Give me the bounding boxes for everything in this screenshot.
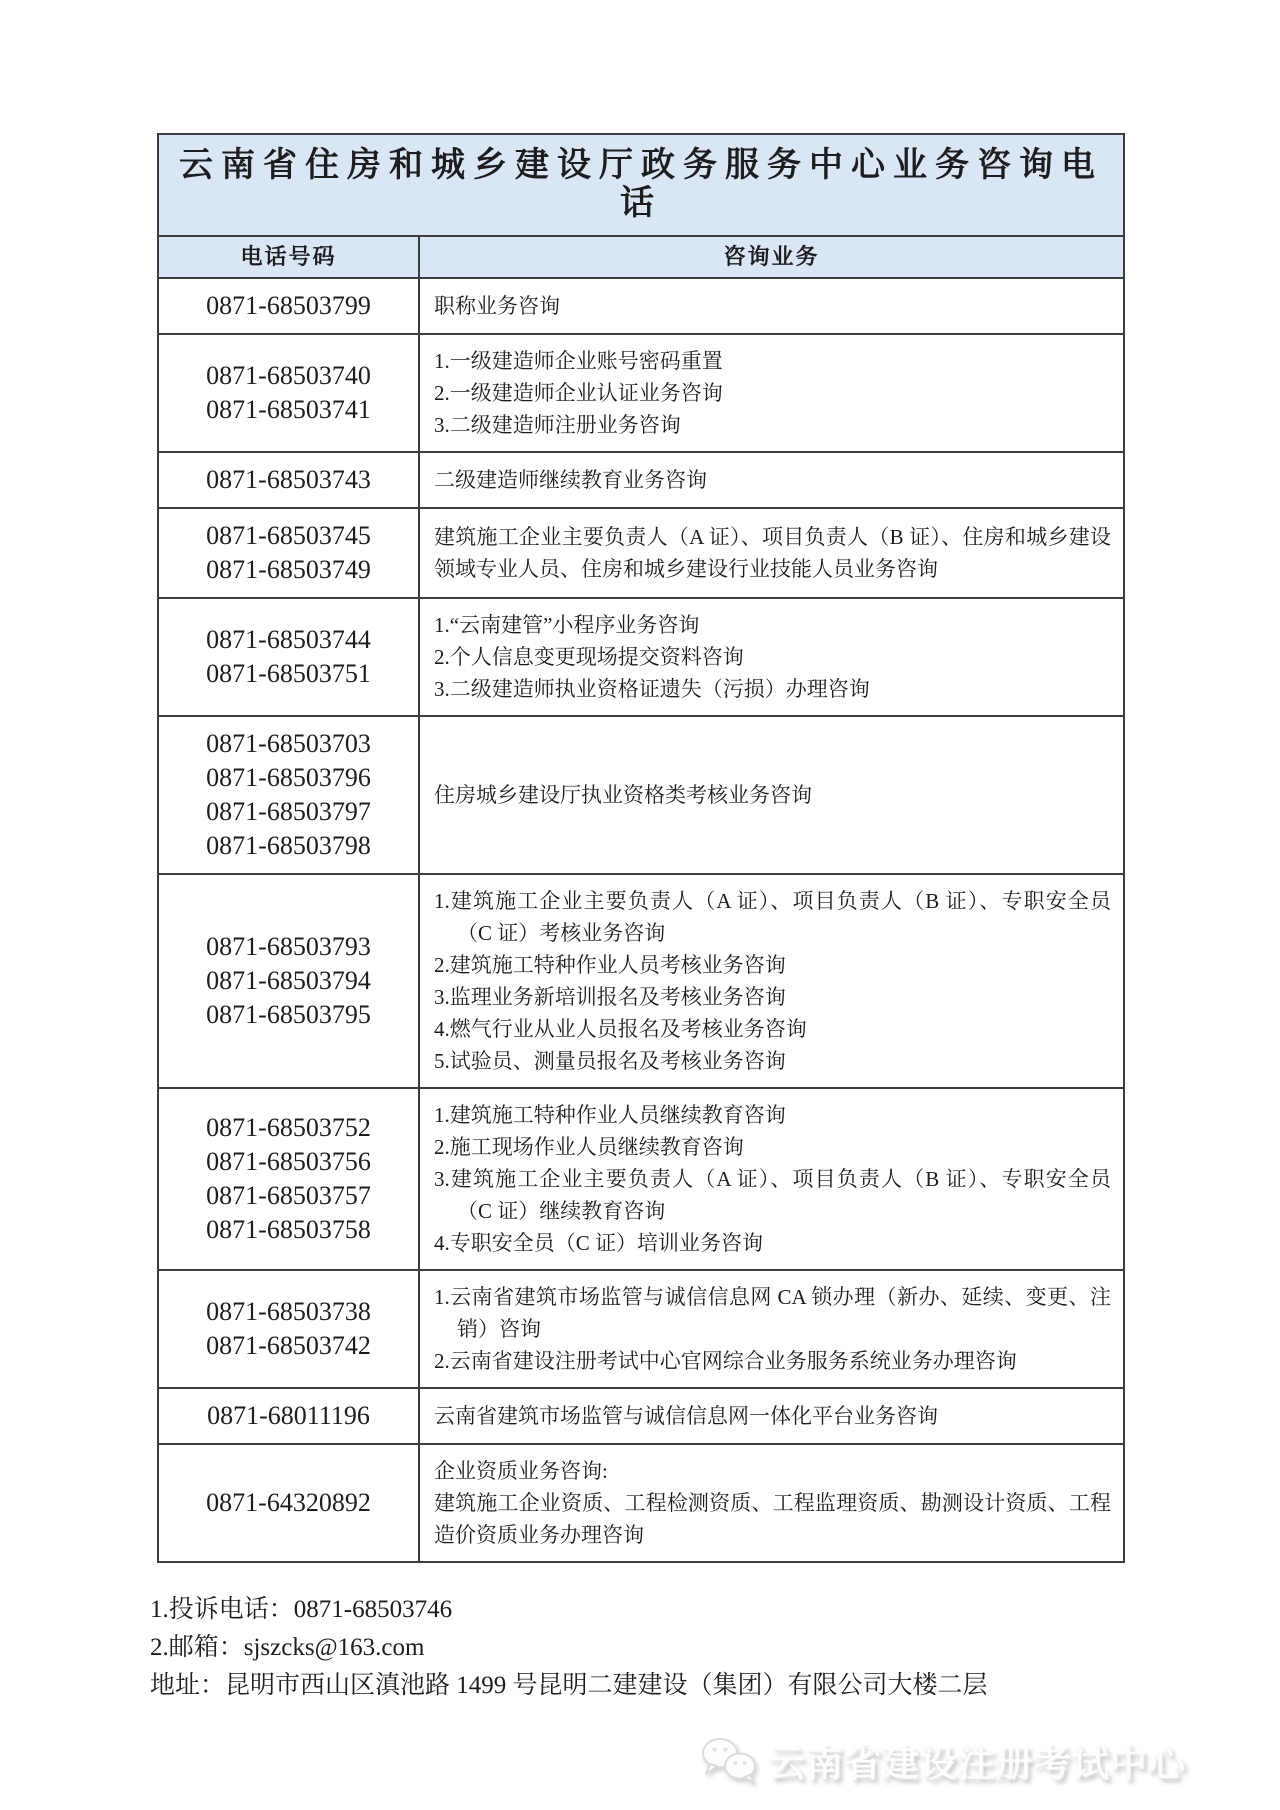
phone-number: 0871-68503745 xyxy=(206,521,371,550)
table-title: 云南省住房和城乡建设厅政务服务中心业务咨询电话 xyxy=(158,134,1124,236)
service-cell xyxy=(419,716,1124,874)
phone-number: 0871-64320892 xyxy=(206,1488,371,1517)
table-row xyxy=(158,598,1124,716)
service-item: 5.试验员、测量员报名及考核业务咨询 xyxy=(434,1049,786,1073)
service-item: 3.建筑施工企业主要负责人（A 证）、项目负责人（B 证）、专职安全员（C 证）继续教育咨询 xyxy=(434,1167,1111,1223)
column-header-row xyxy=(158,236,1124,278)
phone-number: 0871-68503752 xyxy=(206,1113,371,1142)
phone-cell xyxy=(158,716,419,874)
phone-number: 0871-68011196 xyxy=(207,1401,370,1430)
phone-cell xyxy=(158,1388,419,1444)
phone-cell xyxy=(158,334,419,452)
phone-number: 0871-68503793 xyxy=(206,932,371,961)
phone-cell xyxy=(158,452,419,508)
wechat-icon xyxy=(698,1733,760,1787)
phone-number: 0871-68503738 xyxy=(206,1297,371,1326)
table-row xyxy=(158,1388,1124,1444)
watermark-label: 云南省建设注册考试中心 xyxy=(768,1743,1186,1784)
service-item: 3.二级建造师注册业务咨询 xyxy=(434,413,681,437)
service-cell xyxy=(419,334,1124,452)
phone-number: 0871-68503703 xyxy=(206,729,371,758)
service-item: 3.监理业务新培训报名及考核业务咨询 xyxy=(434,985,786,1009)
service-item: 1.建筑施工企业主要负责人（A 证）、项目负责人（B 证）、专职安全员（C 证）考核业务咨询 xyxy=(434,889,1111,945)
table-row xyxy=(158,278,1124,334)
footer-notes xyxy=(150,1591,1280,1705)
service-item: 3.二级建造师执业资格证遗失（污损）办理咨询 xyxy=(434,677,870,701)
service-cell xyxy=(419,1388,1124,1444)
service-cell xyxy=(419,1444,1124,1562)
service-item: 2.施工现场作业人员继续教育咨询 xyxy=(434,1135,744,1159)
phone-number: 0871-68503795 xyxy=(206,1000,371,1029)
phone-number: 0871-68503756 xyxy=(206,1147,371,1176)
phone-cell xyxy=(158,508,419,598)
phone-number: 0871-68503742 xyxy=(206,1331,371,1360)
phone-number: 0871-68503741 xyxy=(206,395,371,424)
table-body xyxy=(158,278,1124,1562)
table-row xyxy=(158,508,1124,598)
phone-number: 0871-68503740 xyxy=(206,361,371,390)
phone-number: 0871-68503743 xyxy=(206,465,371,494)
service-item: 住房城乡建设厅执业资格类考核业务咨询 xyxy=(434,783,812,807)
service-item: 职称业务咨询 xyxy=(434,294,560,318)
phone-number: 0871-68503749 xyxy=(206,555,371,584)
service-item: 2.建筑施工特种作业人员考核业务咨询 xyxy=(434,953,786,977)
service-item: 2.云南省建设注册考试中心官网综合业务服务系统业务办理咨询 xyxy=(434,1349,1017,1373)
table-row xyxy=(158,716,1124,874)
service-item: 4.燃气行业从业人员报名及考核业务咨询 xyxy=(434,1017,807,1041)
table-row xyxy=(158,1444,1124,1562)
service-item: 1.一级建造师企业账号密码重置 xyxy=(434,349,723,373)
service-item: 1.建筑施工特种作业人员继续教育咨询 xyxy=(434,1103,786,1127)
phone-cell xyxy=(158,1270,419,1388)
email-note: 2.邮箱：sjszcks@163.com xyxy=(150,1634,425,1661)
title-row xyxy=(158,134,1124,236)
service-cell xyxy=(419,1088,1124,1270)
service-cell xyxy=(419,278,1124,334)
service-item: 企业资质业务咨询: xyxy=(434,1459,608,1483)
service-item: 2.一级建造师企业认证业务咨询 xyxy=(434,381,723,405)
table-row xyxy=(158,1088,1124,1270)
phone-number: 0871-68503797 xyxy=(206,797,371,826)
service-item: 4.专职安全员（C 证）培训业务咨询 xyxy=(434,1231,764,1255)
service-cell xyxy=(419,508,1124,598)
address-note: 地址：昆明市西山区滇池路 1499 号昆明二建建设（集团）有限公司大楼二层 xyxy=(150,1672,988,1699)
phone-number: 0871-68503751 xyxy=(206,659,371,688)
service-cell xyxy=(419,1270,1124,1388)
service-cell xyxy=(419,598,1124,716)
service-item: 建筑施工企业资质、工程检测资质、工程监理资质、勘测设计资质、工程造价资质业务办理咨询 xyxy=(434,1491,1111,1547)
table-row xyxy=(158,334,1124,452)
complaint-phone-note: 1.投诉电话：0871-68503746 xyxy=(150,1596,453,1623)
service-item: 2.个人信息变更现场提交资料咨询 xyxy=(434,645,744,669)
phone-number: 0871-68503798 xyxy=(206,831,371,860)
phone-number: 0871-68503757 xyxy=(206,1181,371,1210)
service-cell xyxy=(419,874,1124,1088)
phone-number: 0871-68503794 xyxy=(206,966,371,995)
phone-cell xyxy=(158,1088,419,1270)
phone-cell xyxy=(158,1444,419,1562)
service-cell xyxy=(419,452,1124,508)
service-item: 1.云南省建筑市场监管与诚信信息网 CA 锁办理（新办、延续、变更、注销）咨询 xyxy=(434,1285,1111,1341)
service-item: 二级建造师继续教育业务咨询 xyxy=(434,468,707,492)
phone-cell xyxy=(158,598,419,716)
column-header-phone: 电话号码 xyxy=(158,236,419,278)
phone-cell xyxy=(158,278,419,334)
watermark xyxy=(698,1733,1186,1787)
phone-number: 0871-68503796 xyxy=(206,763,371,792)
phone-number: 0871-68503758 xyxy=(206,1215,371,1244)
table-row xyxy=(158,1270,1124,1388)
phone-cell xyxy=(158,874,419,1088)
table-row xyxy=(158,874,1124,1088)
service-item: 云南省建筑市场监管与诚信信息网一体化平台业务咨询 xyxy=(434,1404,938,1428)
column-header-service: 咨询业务 xyxy=(419,236,1124,278)
consultation-phone-table xyxy=(157,133,1125,1563)
phone-number: 0871-68503799 xyxy=(206,291,371,320)
service-item: 1.“云南建管”小程序业务咨询 xyxy=(434,613,700,637)
phone-number: 0871-68503744 xyxy=(206,625,371,654)
service-item: 建筑施工企业主要负责人（A 证）、项目负责人（B 证）、住房和城乡建设领域专业人员、住房和城乡建设行业技能人员业务咨询 xyxy=(434,525,1111,581)
table-row xyxy=(158,452,1124,508)
